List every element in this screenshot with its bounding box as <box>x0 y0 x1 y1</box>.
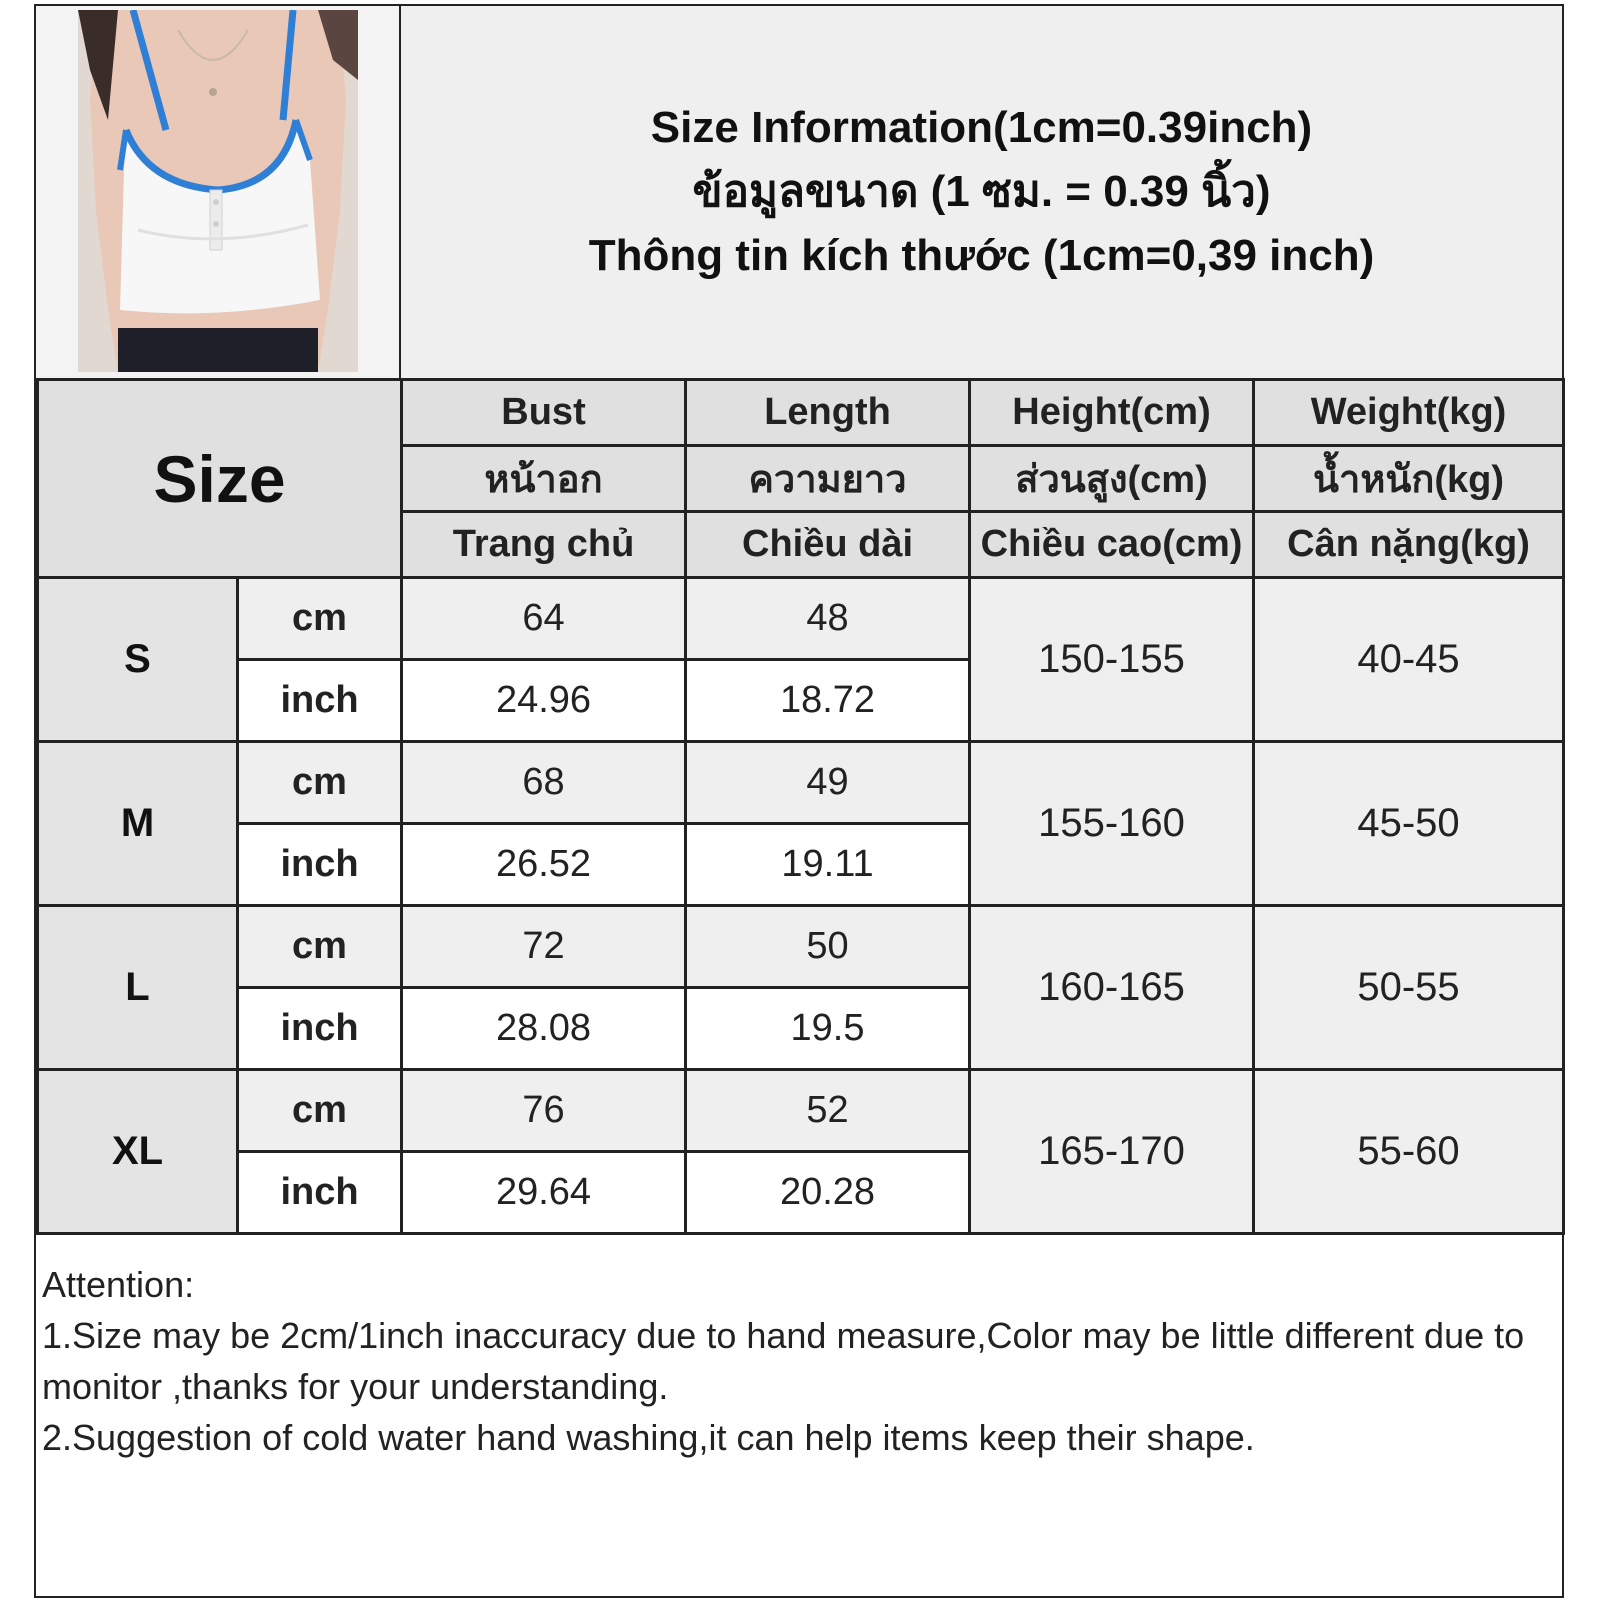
bust-cm-m: 68 <box>402 742 686 824</box>
col-weight-th: น้ำหนัก(kg) <box>1254 446 1564 512</box>
col-height-en: Height(cm) <box>970 380 1254 446</box>
unit-inch: inch <box>238 824 402 906</box>
bust-cm-xl: 76 <box>402 1070 686 1152</box>
table-row <box>38 578 1564 660</box>
length-cm-l: 50 <box>686 906 970 988</box>
bust-cm-s: 64 <box>402 578 686 660</box>
bust-inch-s: 24.96 <box>402 660 686 742</box>
unit-cm: cm <box>238 578 402 660</box>
table-row <box>38 1070 1564 1152</box>
size-label-m: M <box>38 742 238 906</box>
bust-inch-l: 28.08 <box>402 988 686 1070</box>
weight-xl: 55-60 <box>1254 1070 1564 1234</box>
product-photo-cell <box>36 6 401 378</box>
weight-m: 45-50 <box>1254 742 1564 906</box>
height-m: 155-160 <box>970 742 1254 906</box>
weight-l: 50-55 <box>1254 906 1564 1070</box>
col-length-en: Length <box>686 380 970 446</box>
size-label-l: L <box>38 906 238 1070</box>
unit-cm: cm <box>238 906 402 988</box>
size-column-header: Size <box>38 380 402 578</box>
size-table <box>36 378 1565 1235</box>
size-label-xl: XL <box>38 1070 238 1234</box>
size-label-s: S <box>38 578 238 742</box>
unit-cm: cm <box>238 742 402 824</box>
title-english: Size Information(1cm=0.39inch) <box>650 103 1313 152</box>
length-inch-l: 19.5 <box>686 988 970 1070</box>
col-weight-vi: Cân nặng(kg) <box>1254 512 1564 578</box>
col-height-vi: Chiều cao(cm) <box>970 512 1254 578</box>
table-row <box>38 906 1564 988</box>
col-bust-en: Bust <box>402 380 686 446</box>
col-height-th: ส่วนสูง(cm) <box>970 446 1254 512</box>
unit-inch: inch <box>238 1152 402 1234</box>
unit-inch: inch <box>238 988 402 1070</box>
header-row-english <box>38 380 1564 446</box>
length-cm-s: 48 <box>686 578 970 660</box>
size-chart-sheet <box>34 4 1564 1598</box>
attention-notes <box>42 1259 1552 1463</box>
title-thai: ข้อมูลขนาด (1 ซม. = 0.39 นิ้ว) <box>692 167 1271 216</box>
height-xl: 165-170 <box>970 1070 1254 1234</box>
length-inch-xl: 20.28 <box>686 1152 970 1234</box>
product-photo <box>78 10 358 372</box>
height-l: 160-165 <box>970 906 1254 1070</box>
length-inch-m: 19.11 <box>686 824 970 906</box>
attention-heading: Attention: <box>42 1264 195 1305</box>
attention-note-1: 1.Size may be 2cm/1inch inaccuracy due to hand measure,Color may be little different due to monitor ,thanks for your understanding. <box>42 1315 1525 1407</box>
table-row <box>38 742 1564 824</box>
title-block <box>401 6 1562 378</box>
bust-inch-m: 26.52 <box>402 824 686 906</box>
col-length-vi: Chiều dài <box>686 512 970 578</box>
unit-cm: cm <box>238 1070 402 1152</box>
length-cm-m: 49 <box>686 742 970 824</box>
col-length-th: ความยาว <box>686 446 970 512</box>
col-bust-vi: Trang chủ <box>402 512 686 578</box>
col-bust-th: หน้าอก <box>402 446 686 512</box>
chart-header <box>36 6 1562 380</box>
weight-s: 40-45 <box>1254 578 1564 742</box>
length-inch-s: 18.72 <box>686 660 970 742</box>
length-cm-xl: 52 <box>686 1070 970 1152</box>
bust-cm-l: 72 <box>402 906 686 988</box>
col-weight-en: Weight(kg) <box>1254 380 1564 446</box>
title-vietnamese: Thông tin kích thước (1cm=0,39 inch) <box>588 231 1375 280</box>
attention-note-2: 2.Suggestion of cold water hand washing,it can help items keep their shape. <box>42 1417 1255 1458</box>
bust-inch-xl: 29.64 <box>402 1152 686 1234</box>
unit-inch: inch <box>238 660 402 742</box>
height-s: 150-155 <box>970 578 1254 742</box>
